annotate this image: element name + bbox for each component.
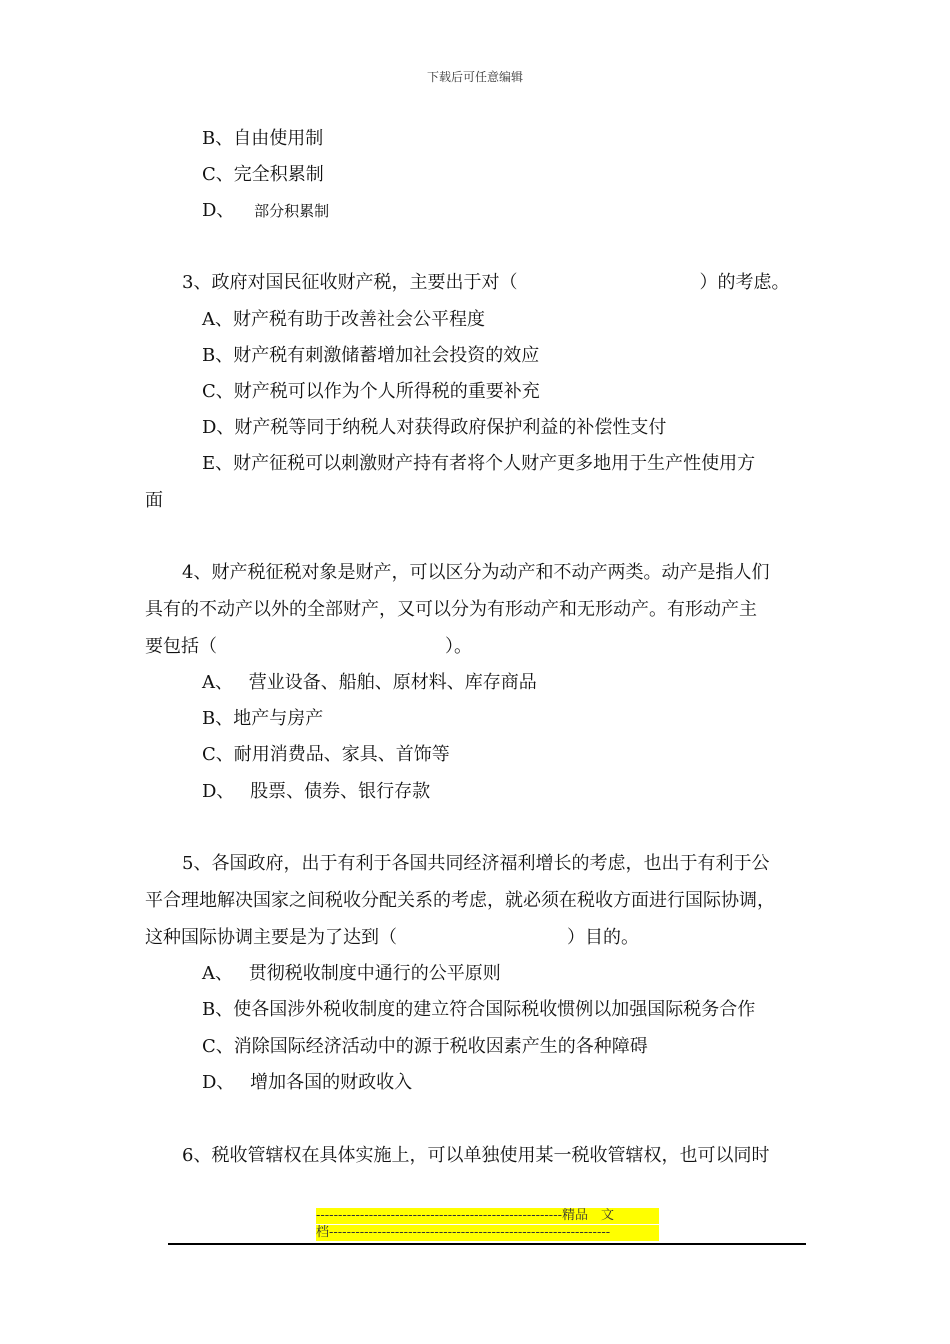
page-header: 下载后可任意编辑 <box>426 70 523 84</box>
q4-option-a <box>202 671 537 695</box>
q5-stem-end: ）目的。 <box>567 927 639 948</box>
q4-stem-line3 <box>145 635 472 659</box>
q3-option-e-line2: 面 <box>145 490 163 511</box>
q3-option-b: B、财产税有刺激储蓄增加社会投资的效应 <box>202 345 540 366</box>
q4-option-d <box>202 780 430 804</box>
q3-option-d: D、财产税等同于纳税人对获得政府保护利益的补偿性支付 <box>202 417 667 438</box>
q3-option-c: C、财产税可以作为个人所得税的重要补充 <box>202 381 540 402</box>
footer-highlight-line2: 档---------------------------------------------------------------- <box>316 1225 659 1241</box>
q5-stem-start: 这种国际协调主要是为了达到（ <box>145 927 397 948</box>
q4-option-d-prefix: D、 <box>202 781 235 802</box>
q3-stem-start: 3、政府对国民征收财产税，主要出于对（ <box>182 272 518 293</box>
q4-option-a-text: 营业设备、船舶、原材料、库存商品 <box>248 672 537 693</box>
q2-option-d-text: 部分积累制 <box>254 202 330 220</box>
q5-option-a-text: 贯彻税收制度中通行的公平原则 <box>248 963 501 984</box>
q4-option-a-prefix: A、 <box>202 672 233 693</box>
q2-option-b: B、自由使用制 <box>202 128 324 149</box>
q4-option-c: C、耐用消费品、家具、首饰等 <box>202 744 450 765</box>
q2-option-c: C、完全积累制 <box>202 164 324 185</box>
q5-option-b: B、使各国涉外税收制度的建立符合国际税收惯例以加强国际税务合作 <box>202 999 756 1020</box>
q5-stem-line2: 平合理地解决国家之间税收分配关系的考虑，就必须在税收方面进行国际协调， <box>145 890 775 911</box>
q4-stem-line2: 具有的不动产以外的全部财产，又可以分为有形动产和无形动产。有形动产主 <box>145 599 757 620</box>
q5-option-d <box>202 1071 412 1095</box>
q4-stem-start: 要包括（ <box>145 636 217 657</box>
q3-stem <box>182 271 789 295</box>
q3-option-e-line1: E、财产征税可以刺激财产持有者将个人财产更多地用于生产性使用方 <box>202 453 756 474</box>
q2-option-d-prefix: D、 <box>202 200 235 221</box>
q5-option-a-prefix: A、 <box>202 963 233 984</box>
q5-option-c: C、消除国际经济活动中的源于税收因素产生的各种障碍 <box>202 1036 648 1057</box>
q3-stem-end: ）的考虑。 <box>699 272 790 293</box>
q4-option-b: B、地产与房产 <box>202 708 324 729</box>
q5-stem-line3 <box>145 926 639 950</box>
q2-option-d <box>202 199 329 223</box>
q5-stem-line1: 5、各国政府，出于有利于各国共同经济福利增长的考虑，也出于有利于公 <box>182 853 770 874</box>
footer-highlight-line1: --------------------------------------------------------精品 文 <box>316 1208 659 1224</box>
q4-stem-end: ）。 <box>445 636 472 657</box>
q4-stem-line1: 4、财产税征税对象是财产，可以区分为动产和不动产两类。动产是指人们 <box>182 562 770 583</box>
q3-option-a: A、财产税有助于改善社会公平程度 <box>202 309 485 330</box>
q4-option-d-text: 股票、债券、银行存款 <box>250 781 431 802</box>
q5-option-d-prefix: D、 <box>202 1072 235 1093</box>
q6-stem-line1: 6、税收管辖权在具体实施上，可以单独使用某一税收管辖权，也可以同时 <box>182 1145 770 1166</box>
footer-rule <box>168 1243 806 1245</box>
q5-option-d-text: 增加各国的财政收入 <box>250 1072 413 1093</box>
q5-option-a <box>202 962 501 986</box>
